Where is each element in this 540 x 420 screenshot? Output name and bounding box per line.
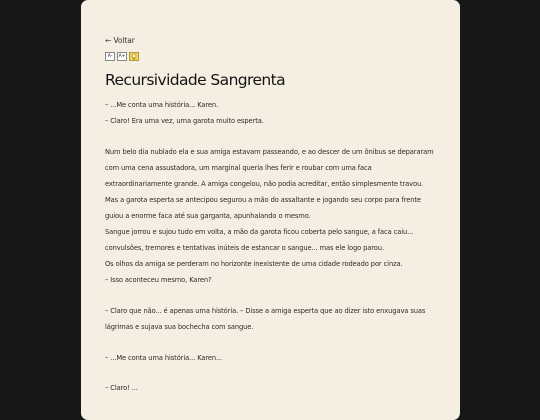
theme-toggle-button[interactable] bbox=[129, 52, 139, 61]
story-body bbox=[105, 97, 438, 396]
story-line: – Claro! ... bbox=[105, 384, 138, 393]
lightbulb-icon bbox=[130, 53, 138, 60]
story-line: Sangue jorrou e sujou tudo em volta, a mão da garota ficou coberta pelo sangue, a faca caiu... bbox=[105, 228, 414, 237]
story-line: Os olhos da amiga se perderam no horizonte inexistente de uma cidade rodeado por cinza. bbox=[105, 260, 403, 269]
increase-font-button[interactable]: A+ bbox=[118, 54, 126, 59]
story-line: – ...Me conta uma história... Karen. bbox=[105, 101, 219, 109]
story-line: Mas a garota esperta se antecipou segurou a mão do assaltante e jogando seu corpo para frente bbox=[105, 195, 421, 204]
decrease-font-button[interactable]: A- bbox=[105, 52, 115, 61]
story-line: com uma cena assustadora, um marginal queria lhes ferir e roubar com uma faca bbox=[105, 163, 372, 172]
story-title: Recursividade Sangrenta bbox=[105, 71, 285, 89]
reading-toolbar bbox=[105, 52, 438, 61]
back-link[interactable]: ← Voltar bbox=[105, 36, 135, 45]
story-page bbox=[81, 0, 460, 420]
story-line: – ...Me conta uma história... Karen... bbox=[105, 353, 223, 362]
story-line: – Claro que não... é apenas uma história. – Disse a amiga esperta que ao dizer isto enxugava suas bbox=[105, 307, 426, 316]
story-line: lágrimas e sujava sua bochecha com sangue. bbox=[105, 323, 254, 332]
story-line: – Claro! Era uma vez, uma garota muito esperta. bbox=[105, 117, 264, 126]
story-line: – Isso aconteceu mesmo, Karen? bbox=[105, 276, 212, 285]
story-line: guiou a enorme faca até sua garganta, apunhalando o mesmo. bbox=[105, 212, 311, 221]
story-line: extraordinariamente grande. A amiga congelou, não podia acreditar, então simplesmente travou. bbox=[105, 179, 424, 188]
story-line: Num belo dia nublado ela e sua amiga estavam passeando, e ao descer de um ônibus se depararam bbox=[105, 147, 434, 156]
story-line: convulsões, tremores e tentativas inúteis de estancar o sangue... mas ele logo parou. bbox=[105, 244, 384, 253]
